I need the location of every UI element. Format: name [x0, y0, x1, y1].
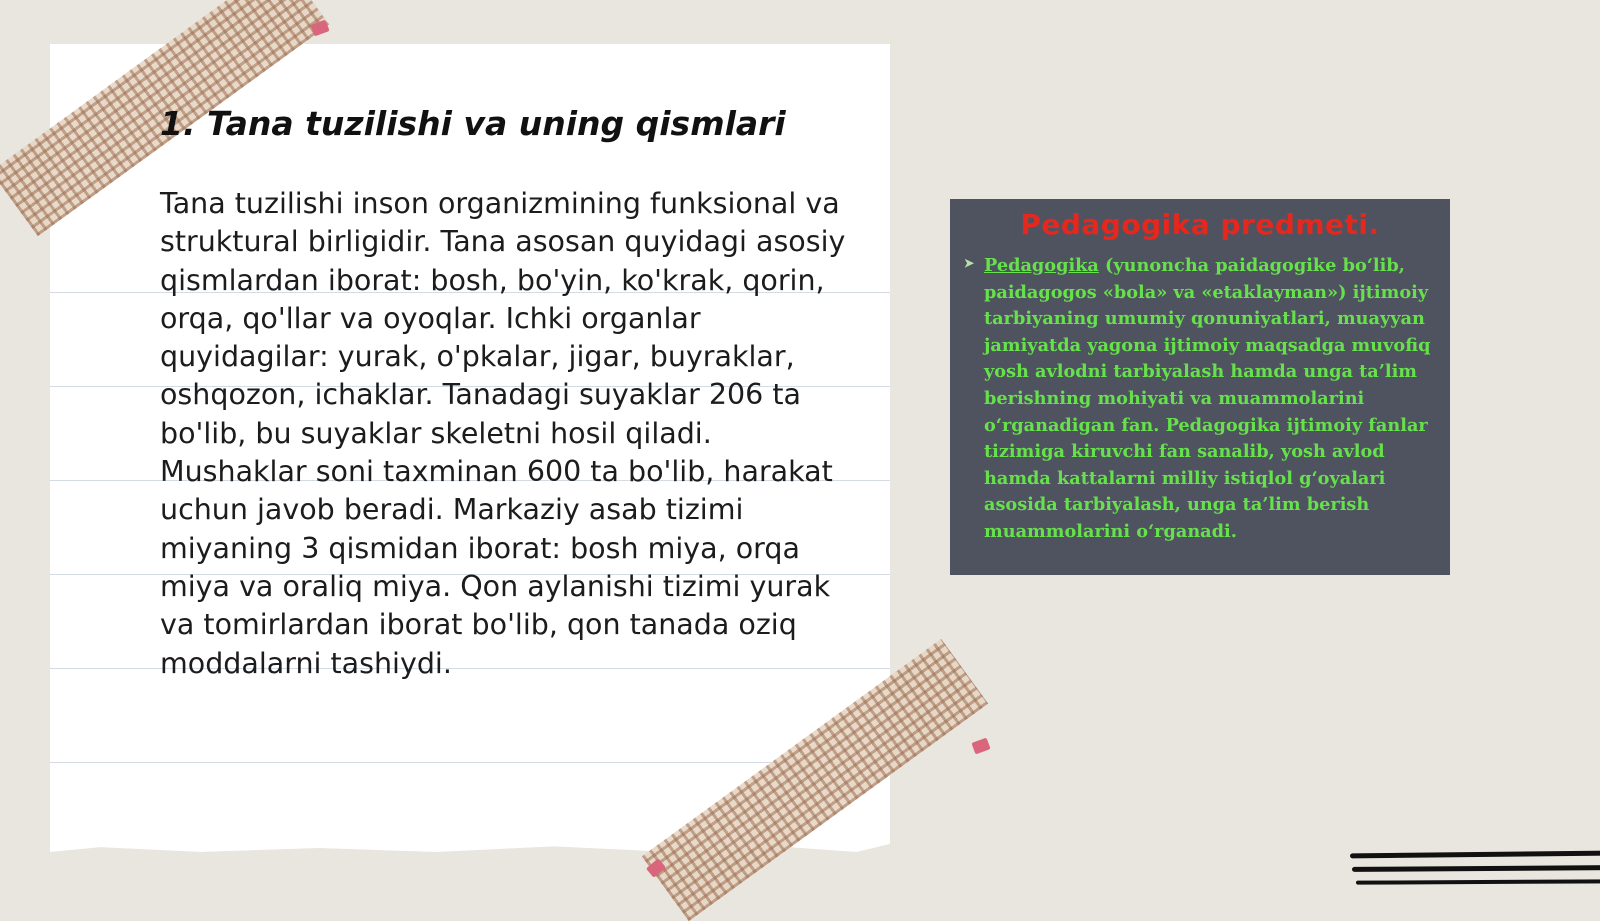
embedded-slide-text: (yunoncha paidagogike bo‘lib, paidagogos «bola» va «etaklayman») ijtimoiy tarbiyaning umumiy qonuniyatlari, muayyan jamiyatda yagona ijtimoiy maqsadga muvofiq yosh avlodni tarbiyalash hamda unga ta’lim berishning mohiyati va muammolarini o‘rganadigan fan. Pedagogika ijtimoiy fanlar tizimiga kiruvchi fan sanalib, yosh avlod hamda kattalarni milliy istiqlol g‘oyalari asosida tarbiyalash, unga ta’lim berish muammolarini o‘rganadi. — [984, 255, 1431, 542]
marker-stroke-decoration — [1350, 851, 1600, 859]
embedded-slide-paragraph — [964, 253, 1436, 546]
slide-body-text: Tana tuzilishi inson organizmining funksional va struktural birligidir. Tana asosan quyidagi asosiy qismlardan iborat: bosh, bo'yin, ko'krak, qorin, orqa, qo'llar va oyoqlar. Ichki organlar quyidagilar: yurak, o'pkalar, jigar, buyraklar, oshqozon, ichaklar. Tanadagi suyaklar 206 ta bo'lib, bu suyaklar skeletni hosil qiladi. Mushaklar soni taxminan 600 ta bo'lib, harakat uchun javob beradi. Markaziy asab tizimi miyaning 3 qismidan iborat: bosh miya, orqa miya va oraliq miya. Qon aylanishi tizimi yurak va tomirlardan iborat bo'lib, qon tanada oziq moddalarni tashiydi. — [160, 187, 846, 680]
marker-stroke-decoration — [1352, 865, 1600, 872]
embedded-slide-image — [950, 199, 1450, 575]
tape-tip-decoration — [971, 738, 990, 755]
marker-stroke-decoration — [1356, 879, 1600, 884]
embedded-slide-term: Pedagogika — [984, 255, 1099, 276]
embedded-slide-title: Pedagogika predmeti. — [1020, 208, 1380, 241]
slide-heading: 1. Tana tuzilishi va uning qismlari — [160, 104, 786, 143]
arrow-bullet-icon: ➤ — [964, 256, 975, 270]
paper-rule-line — [50, 762, 890, 763]
